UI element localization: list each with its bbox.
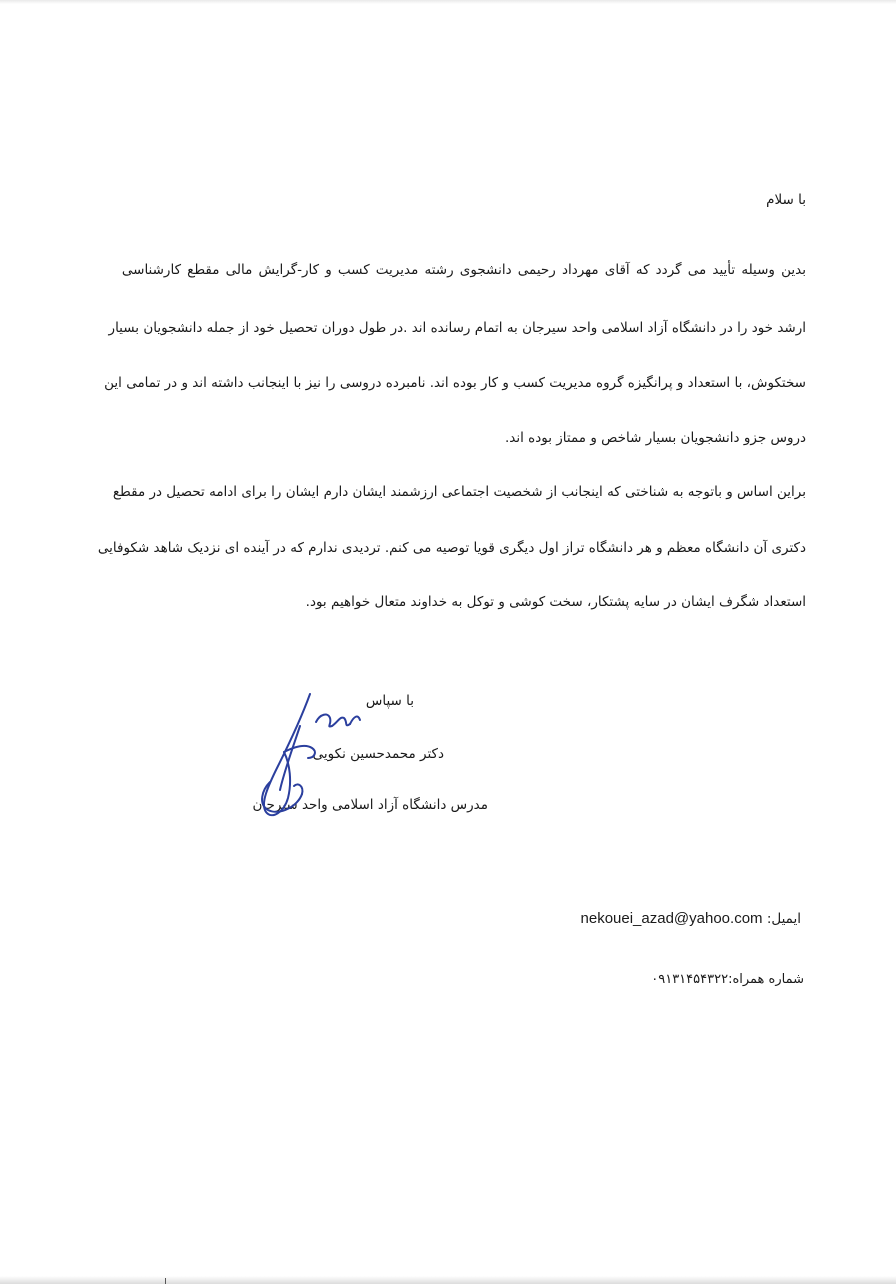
closing: با سپاس bbox=[365, 693, 414, 709]
body-line: سختکوش، با استعداد و پرانگیزه گروه مدیریت کسب و کار بوده اند. نامبرده دروسی را نیز با اینجانب داشته اند و در تمامی این bbox=[104, 375, 806, 391]
body-line: دروس جزو دانشجویان بسیار شاخص و ممتاز بوده اند. bbox=[505, 430, 806, 446]
email-value[interactable]: nekouei_azad@yahoo.com bbox=[580, 910, 763, 927]
scan-edge-mark bbox=[165, 1278, 166, 1284]
phone-value: ۰۹۱۳۱۴۵۴۳۲۲ bbox=[651, 972, 729, 987]
greeting: با سلام bbox=[766, 192, 806, 208]
phone-label: شماره همراه: bbox=[728, 972, 804, 987]
email-label: ایمیل: bbox=[766, 911, 801, 927]
body-line: استعداد شگرف ایشان در سایه پشتکار، سخت کوشی و توکل به خداوند متعال خواهیم بود. bbox=[305, 594, 806, 610]
body-line: دکتری آن دانشگاه معظم و هر دانشگاه تراز اول دیگری قویا توصیه می کنم. تردیدی ندارم که در آینده ای نزدیک شاهد شکوفایی bbox=[97, 540, 806, 556]
page-edge-bottom bbox=[0, 1276, 896, 1284]
page-edge-top bbox=[0, 0, 896, 4]
body-line: ارشد خود را در دانشگاه آزاد اسلامی واحد سیرجان به اتمام رسانده اند .در طول دوران تحصیل خود از جمله دانشجویان بسیار bbox=[108, 320, 806, 336]
handwritten-signature bbox=[240, 686, 370, 826]
email-row bbox=[581, 910, 801, 927]
phone-row bbox=[651, 972, 804, 987]
body-line: بدین وسیله تأیید می گردد که آقای مهرداد رحیمی دانشجوی رشته مدیریت کسب و کار-گرایش مالی مقطع کارشناسی bbox=[121, 262, 806, 278]
body-line: براین اساس و باتوجه به شناختی که اینجانب از شخصیت اجتماعی ارزشمند ایشان دارم ایشان را برای ادامه تحصیل در مقطع bbox=[112, 484, 806, 500]
signer-name: دکتر محمدحسین نکویی bbox=[312, 746, 444, 762]
signer-title: مدرس دانشگاه آزاد اسلامی واحد سیرجان bbox=[252, 797, 488, 813]
